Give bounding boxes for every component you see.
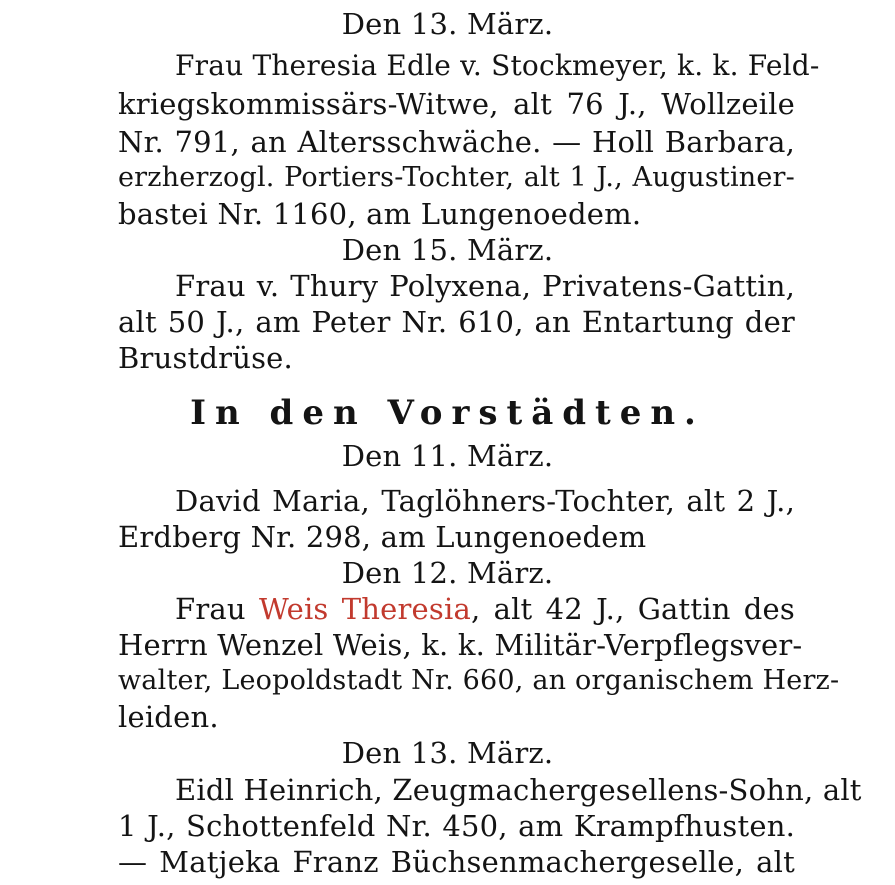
entry-suffix: , alt 42 J., Gattin des (470, 592, 796, 626)
entry-line: Erdberg Nr. 298, am Lungenoedem (118, 520, 647, 554)
entry-prefix: Frau (175, 592, 259, 626)
entry-line: Frau Theresia Edle v. Stockmeyer, k. k. Feld- (175, 49, 820, 82)
section-heading-vorstaedten: In den Vorstädten. (190, 393, 705, 433)
entry-line: Brustdrüse. (118, 341, 293, 375)
entry-line: erzherzogl. Portiers-Tochter, alt 1 J., Augustiner- (118, 162, 795, 193)
date-heading-11-maerz: Den 11. März. (341, 439, 554, 473)
highlighted-name: Weis Theresia (258, 592, 471, 626)
entry-line: kriegskommissärs-Witwe, alt 76 J., Wollzeile (118, 87, 795, 121)
entry-line: Eidl Heinrich, Zeugmachergesellens-Sohn, alt (175, 773, 862, 807)
entry-line: alt 50 J., am Peter Nr. 610, an Entartung der (118, 305, 795, 339)
date-heading-15-maerz: Den 15. März. (341, 233, 554, 267)
date-heading-12-maerz: Den 12. März. (341, 556, 554, 590)
date-heading-13-maerz-vorstadt: Den 13. März. (341, 736, 554, 770)
entry-line: Nr. 791, an Altersschwäche. — Holl Barbara, (118, 125, 795, 159)
entry-line: Frau v. Thury Polyxena, Privatens-Gattin, (175, 269, 795, 303)
entry-line: 1 J., Schottenfeld Nr. 450, am Krampfhusten. (118, 809, 795, 843)
entry-line: bastei Nr. 1160, am Lungenoedem. (118, 197, 642, 231)
entry-line: Herrn Wenzel Weis, k. k. Militär-Verpflegsver- (118, 628, 803, 662)
entry-line: leiden. (118, 700, 219, 734)
date-heading-13-maerz: Den 13. März. (341, 7, 554, 41)
entry-line: — Matjeka Franz Büchsenmachergeselle, alt (118, 845, 795, 879)
entry-line: David Maria, Taglöhners-Tochter, alt 2 J., (175, 484, 795, 518)
entry-line: walter, Leopoldstadt Nr. 660, an organischem Herz- (118, 665, 840, 696)
entry-line-with-highlight (0, 591, 795, 627)
